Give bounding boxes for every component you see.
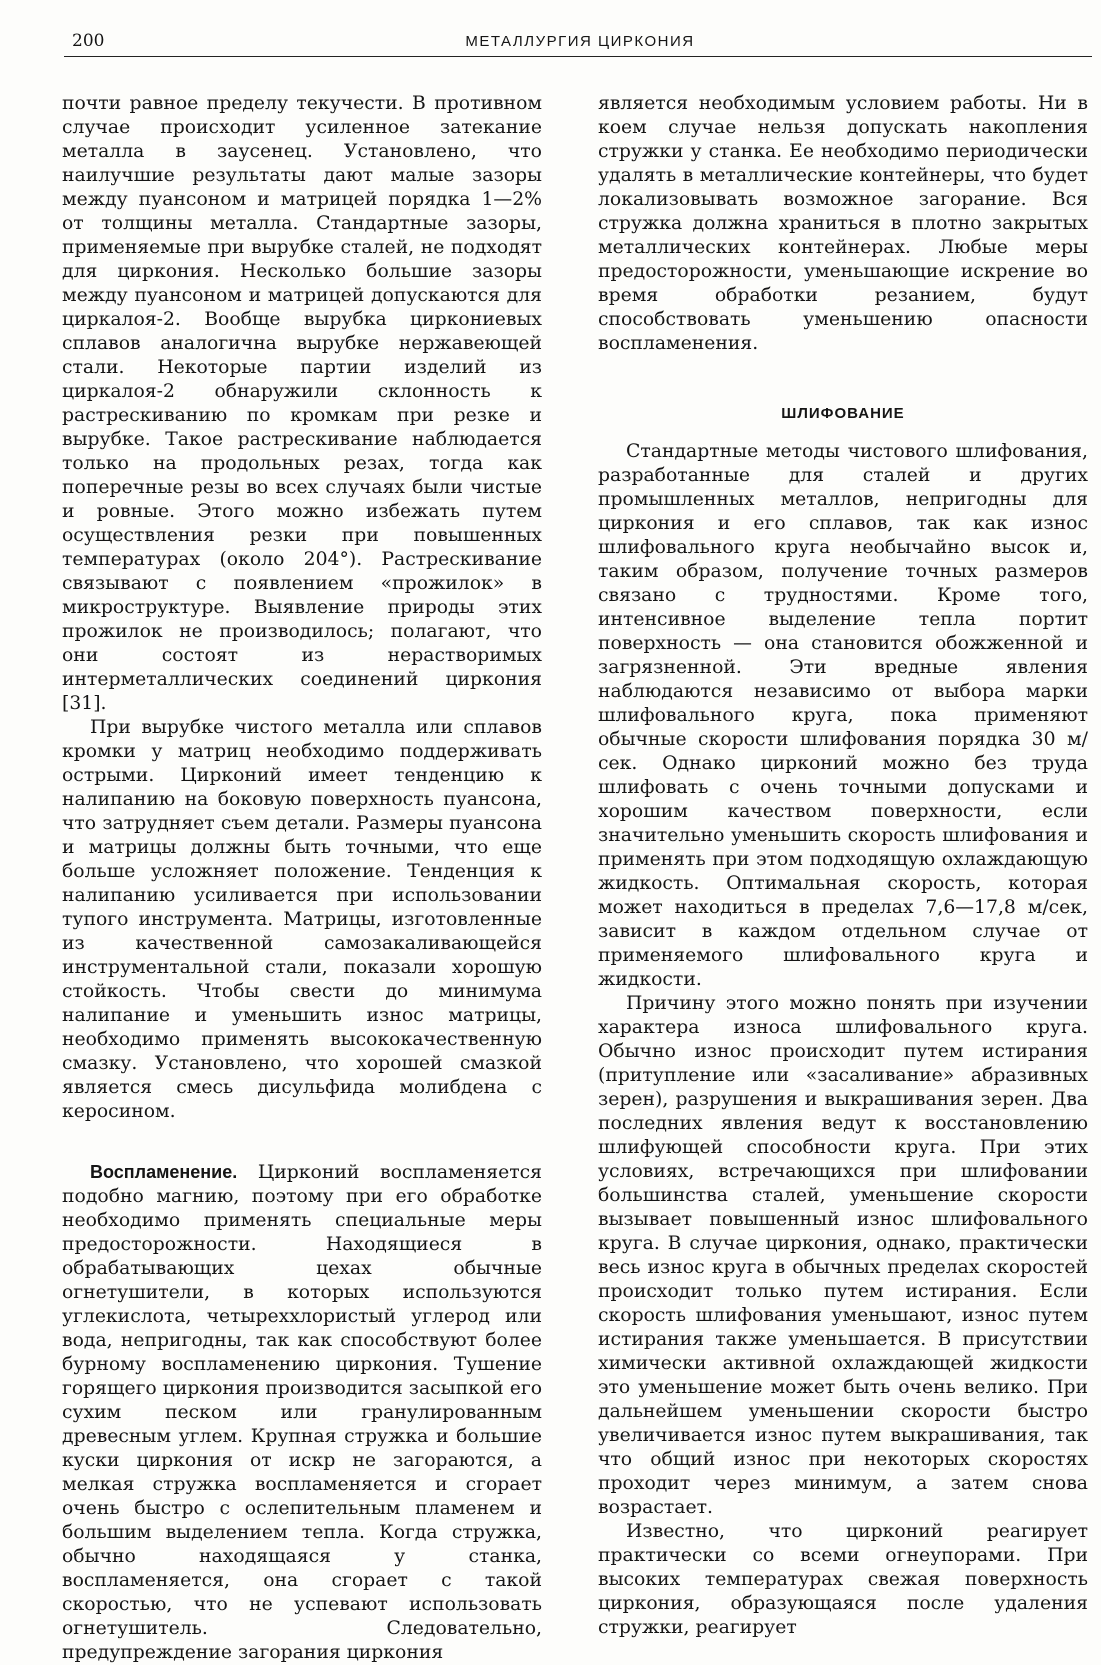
running-title: МЕТАЛЛУРГИЯ ЦИРКОНИЯ xyxy=(465,33,695,50)
section-heading-grinding: ШЛИФОВАНИЕ xyxy=(781,405,905,422)
paragraph-refractories: Известно, что цирконий реагирует практически со всеми огнеупорами. При высоких температурах свежая поверхность циркония, образующаяся после удаления стружки, реагирует xyxy=(598,1521,1088,1638)
paragraph-grinding-methods: Стандартные методы чистового шлифования, разработанные для сталей и других промышленных металлов, непригодны для циркония и его сплавов, так как износ шлифовального круга необычайно высок и, таким образом, получение точных размеров связано с трудностями. Кроме того, интенсивное выделение тепла портит поверхность — она становится обожженной и загрязненной. Эти вредные явления наблюдаются независимо от выбора марки шлифовального круга, пока применяют обычные скорости шлифования порядка 30 м/сек. Однако цирконий можно без труда шлифовать с очень точными допусками и хорошим качеством поверхности, если значительно уменьшить скорость шлифования и применять при этом подходящую охлаждающую жидкость. Оптимальная скорость, которая может находиться в пределах 7,6—17,8 м/сек, зависит в каждом отдельном случае от применяемого шлифовального круга и жидкости. xyxy=(598,441,1088,990)
paragraph-die-cutting: При вырубке чистого металла или сплавов кромки у матриц необходимо поддерживать острыми. Цирконий имеет тенденцию к налипанию на боковую поверхность пуансона, что затрудняет съем детали. Размеры пуансона и матрицы должны быть точными, что еще больше усложняет положение. Тенденция к налипанию усиливается при использовании тупого инструмента. Матрицы, изготовленные из качественной самозакаливающейся инструментальной стали, показали хорошую стойкость. Чтобы свести до минимума налипание и уменьшить износ матрицы, необходимо применять высококачественную смазку. Установлено, что хорошей смазкой является смесь дисульфида молибдена с керосином. xyxy=(62,717,542,1122)
paragraph-continued-right: является необходимым условием работы. Ни в коем случае нельзя допускать накопления стружки у станка. Ее необходимо периодически удалять в металлические контейнеры, что будет локализовывать возможное загорание. Вся стружка должна храниться в плотно закрытых металлических контейнерах. Любые меры предосторожности, уменьшающие искрение во время обработки резанием, будут способствовать уменьшению опасности воспламенения. xyxy=(598,93,1088,354)
paragraph-ignition xyxy=(62,1160,542,1665)
paragraph-continued: почти равное пределу текучести. В противном случае происходит усиленное затекание металла в заусенец. Установлено, что наилучшие результаты дают малые зазоры между пуансоном и матрицей порядка 1—2% от толщины металла. Стандартные зазоры, применяемые при вырубке сталей, не подходят для циркония. Несколько большие зазоры между пуансоном и матрицей допускаются для циркалоя-2. Вообще вырубка циркониевых сплавов аналогична вырубке нержавеющей стали. Некоторые партии изделий из циркалоя-2 обнаружили склонность к растрескиванию по кромкам при резке и вырубке. Такое растрескивание наблюдается только на продольных резах, тогда как поперечные резы во всех случаях были чистые и ровные. Этого можно избежать путем осуществления резки при повышенных температурах (около 204°). Растрескивание связывают с появлением «прожилок» в микроструктуре. Выявление природы этих прожилок не производилось; полагают, что они состоят из нерастворимых интерметаллических соединений циркония [31]. xyxy=(62,93,542,714)
left-column xyxy=(62,92,542,1665)
right-column xyxy=(598,92,1088,1640)
paragraph-ignition-text: Цирконий воспламеняется подобно магнию, поэтому при его обработке необходимо применять специальные меры предосторожности. Находящиеся в обрабатывающих цехах обычные огнетушители, в которых используются углекислота, четыреххлористый углерод или вода, непригодны, так как способствуют более бурному воспламенению циркония. Тушение горящего циркония производится засыпкой его сухим песком или гранулированным древесным углем. Крупная стружка и большие куски циркония от искр не загораются, а мелкая стружка воспламеняется и сгорает очень быстро с ослепительным пламенем и большим выделением тепла. Когда стружка, обычно находящаяся у станка, воспламеняется, она сгорает с такой скоростью, что не успевают использовать огнетушитель. Следовательно, предупреждение загорания циркония xyxy=(62,1162,542,1663)
paragraph-wheel-wear: Причину этого можно понять при изучении характера износа шлифовального круга. Обычно износ происходит путем истирания (притупление или «засаливание» абразивных зерен), разрушения и выкрашивания зерен. Два последних явления ведут к восстановлению шлифующей способности круга. При этих условиях, встречающихся при шлифовании большинства сталей, уменьшение скорости вызывает повышенный износ шлифовального круга. В случае циркония, однако, практически весь износ круга в обычных пределах скоростей происходит только путем истирания. Если скорость шлифования уменьшают, износ путем истирания также уменьшается. В присутствии химически активной охлаждающей жидкости это уменьшение может быть очень велико. При дальнейшем уменьшении скорости быстро увеличивается износ путем выкрашивания, так что общий износ при некоторых скоростях проходит через минимум, а затем снова возрастает. xyxy=(598,993,1088,1518)
page-number: 200 xyxy=(72,31,105,51)
page-header xyxy=(0,0,1101,60)
paragraph-gap xyxy=(62,1124,542,1160)
runin-heading-ignition: Воспламенение. xyxy=(90,1162,238,1182)
header-rule xyxy=(64,56,1092,57)
